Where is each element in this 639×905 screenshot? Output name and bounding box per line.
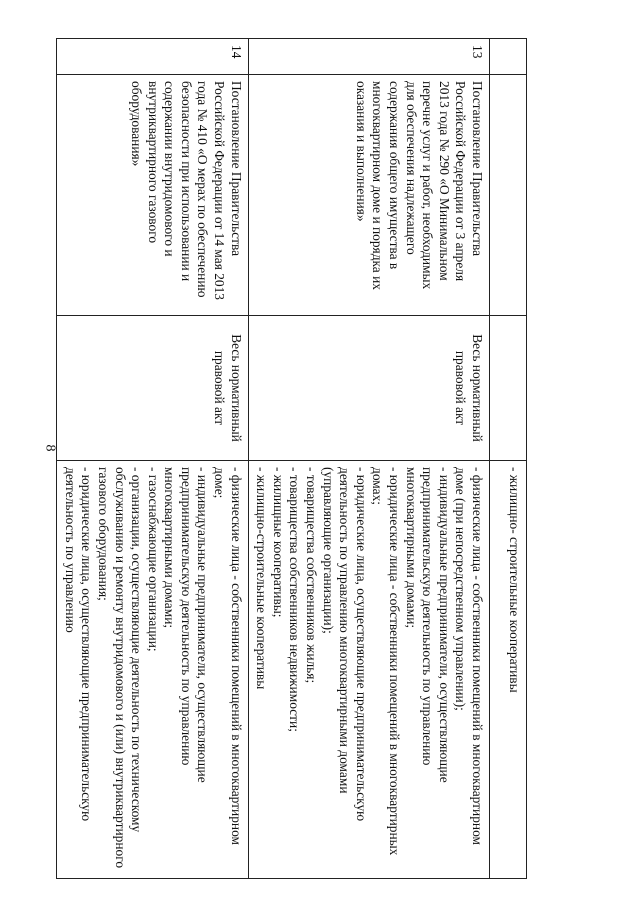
subject-line: - юридические лица, осуществляющие предпринимательскую деятельность по управлению многоквартирными домами (управляющие организации);	[320, 467, 369, 822]
scope-cell	[490, 316, 527, 461]
subject-line: - жилищно- строительные кооперативы	[507, 467, 522, 693]
subject-line: - жилищно-строительные кооперативы	[254, 467, 270, 690]
subject-line: - индивидуальные предприниматели, осуществляющие предпринимательскую деятельность по управлению многоквартирными домами;	[162, 467, 211, 783]
document-title: Постановление Правительства Российской Федерации от 3 апреля 2013 года № 290 «О Минимальном перечне услуг и работ, необходимых для обеспечения надлежащего содержания общего имущества в многоквартирном доме и порядка их оказания и выполнения»	[248, 75, 489, 316]
subject-line: - товарищества собственников недвижимости;	[287, 467, 303, 732]
subject-line: - организации, осуществляющие деятельность по техническому обслуживанию и ремонту внутридомового и (или) внутриквартирного газового оборудования;	[95, 467, 145, 869]
subject-line: - физические лица - собственники помещений в многоквартирном доме (при непосредственном управлении);	[453, 467, 485, 845]
subject-line: - газоснабжающие организации;	[145, 467, 161, 652]
subject-line: - индивидуальные предприниматели, осуществляющие предпринимательскую деятельность по управлению многоквартирными домами;	[403, 467, 452, 783]
row-number: 13	[248, 39, 489, 75]
table-row	[57, 39, 249, 879]
row-number: 14	[57, 39, 249, 75]
table-row	[490, 39, 527, 879]
scope-cell: Весь нормативный правовой акт	[248, 316, 489, 461]
page-number: 8	[42, 444, 58, 452]
scope-cell: Весь нормативный правовой акт	[57, 316, 249, 461]
subject-line: - товарищества собственников жилья;	[304, 467, 320, 684]
rotated-table-container	[62, 38, 527, 878]
document-title: Постановление Правительства Российской Федерации от 14 мая 2013 года № 410 «О мерах по обеспечению безопасности при использовании и содержании внутридомового и внутриквартирного газового оборудования»	[57, 75, 249, 316]
subjects-cell	[248, 461, 489, 879]
subject-line: - физические лица - собственники помещений в многоквартирном доме;	[212, 467, 244, 845]
row-number	[490, 39, 527, 75]
subject-line: - жилищные кооперативы;	[270, 467, 286, 618]
subjects-cell	[57, 461, 249, 879]
subject-line: - юридические лица - собственники помещений в многоквартирных домах;	[370, 467, 403, 856]
regulations-table	[56, 38, 527, 879]
table-row	[248, 39, 489, 879]
subject-line: - юридические лица, осуществляющие предпринимательскую деятельность по управлению	[62, 467, 95, 822]
subjects-cell	[490, 461, 527, 879]
document-title	[490, 75, 527, 316]
